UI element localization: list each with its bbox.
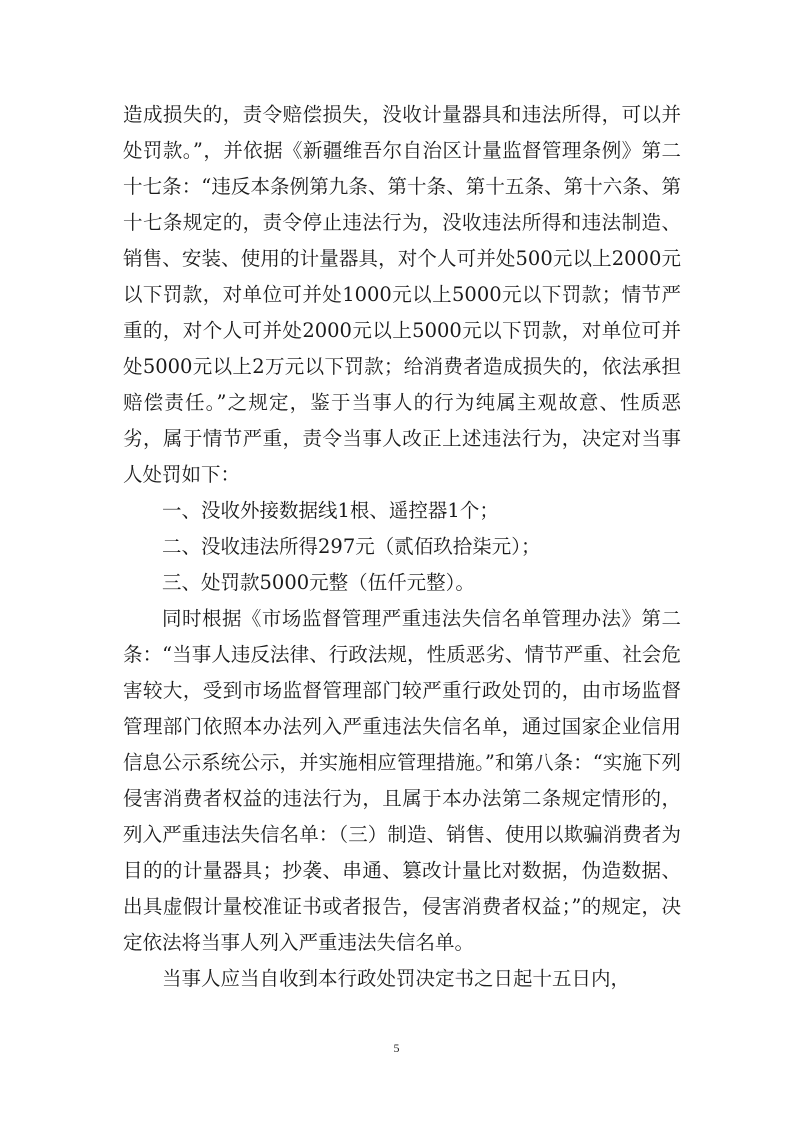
- paragraph-penalty-basis: 造成损失的，责令赔偿损失，没收计量器具和违法所得，可以并处罚款。”，并依据《新疆维吾尔自治区计量监督管理条例》第二十七条：“违反本条例第九条、第十条、第十五条、第十六条、第十七条规定的，责令停止违法行为，没收违法所得和违法制造、销售、安装、使用的计量器具，对个人可并处500元以上2000元以下罚款，对单位可并处1000元以上5000元以下罚款；情节严重的，对个人可并处2000元以上5000元以下罚款，对单位可并处5000元以上2万元以下罚款；给消费者造成损失的，依法承担赔偿责任。”之规定，鉴于当事人的行为纯属主观故意、性质恶劣，属于情节严重，责令当事人改正上述违法行为，决定对当事人处罚如下：: [123, 103, 681, 486]
- paragraph-blacklist-basis: 同时根据《市场监督管理严重违法失信名单管理办法》第二条：“当事人违反法律、行政法规，性质恶劣、情节严重、社会危害较大，受到市场监督管理部门较严重行政处罚的，由市场监督管理部门依照本办法列入严重违法失信名单，通过国家企业信用信息公示系统公示，并实施相应管理措施。”和第八条：“实施下列侵害消费者权益的违法行为，且属于本办法第二条规定情形的，列入严重违法失信名单：（三）制造、销售、使用以欺骗消费者为目的的计量器具；抄袭、串通、篡改计量比对数据，伪造数据、出具虚假计量校准证书或者报告，侵害消费者权益；”的规定，决定依法将当事人列入严重违法失信名单。: [123, 607, 681, 954]
- document-page: [123, 97, 681, 997]
- paragraph-penalty-item-1: 一、没收外接数据线1根、遥控器1个；: [162, 499, 499, 522]
- paragraph-penalty-item-3: 三、处罚款5000元整（伍仟元整）。: [162, 571, 475, 594]
- page-number: 5: [393, 1041, 400, 1055]
- paragraph-penalty-item-2: 二、没收违法所得297元（贰佰玖拾柒元）；: [162, 535, 541, 558]
- paragraph-appeal-notice: 当事人应当自收到本行政处罚决定书之日起十五日内，: [162, 967, 631, 990]
